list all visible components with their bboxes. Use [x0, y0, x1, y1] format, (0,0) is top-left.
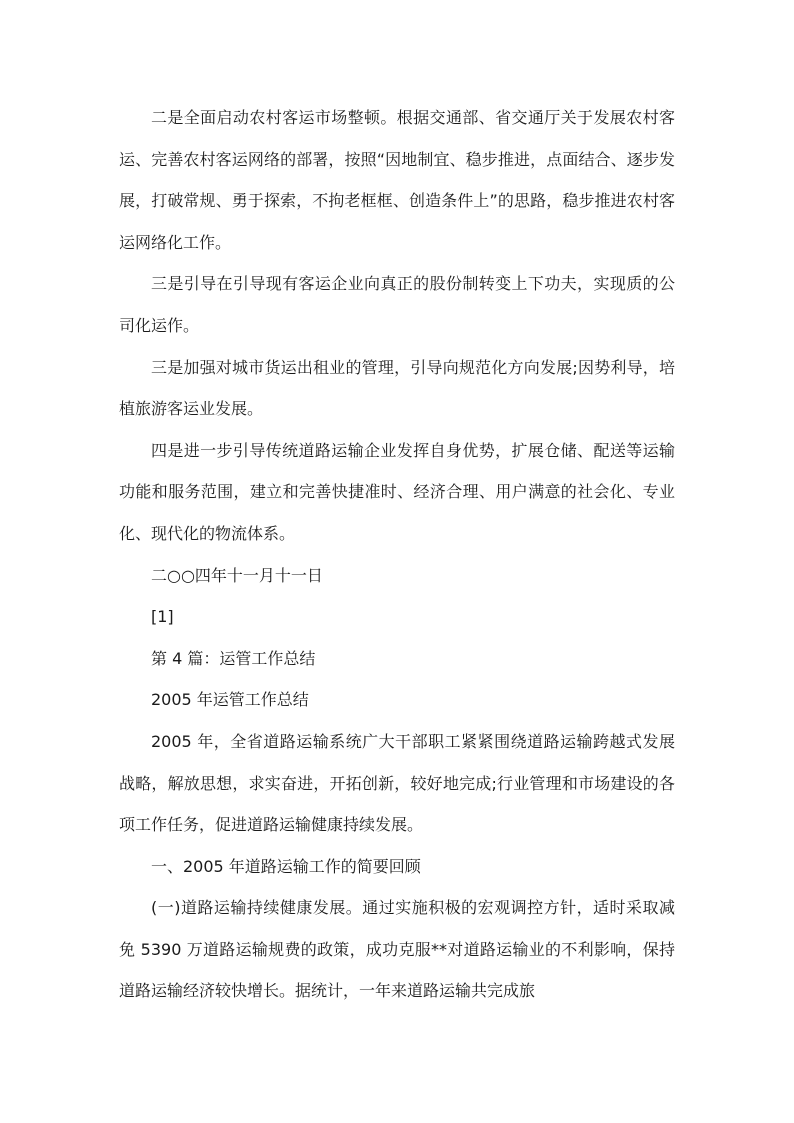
paragraph-urban-freight: 三是加强对城市货运出租业的管理，引导向规范化方向发展;因势利导，培植旅游客运业发展。 [119, 357, 675, 419]
subsection-heading: 一、2005 年道路运输工作的简要回顾 [151, 856, 421, 876]
section-heading: 第 4 篇：运管工作总结 [151, 648, 316, 668]
document-page [119, 97, 675, 1012]
document-title: 2005 年运管工作总结 [151, 690, 309, 710]
paragraph-logistics-system: 四是进一步引导传统道路运输企业发挥自身优势，扩展仓储、配送等运输功能和服务范围，建立和完善快捷准时、经济合理、用户满意的社会化、专业化、现代化的物流体系。 [119, 440, 675, 543]
paragraph-sustained-development: (一)道路运输持续健康发展。通过实施积极的宏观调控方针，适时采取减免 5390 万道路运输规费的政策，成功克服**对道路运输业的不利影响，保持道路运输经济较快增长。据统计，一年来道路运输共完成旅 [119, 898, 675, 1001]
paragraph-2005-overview: 2005 年，全省道路运输系统广大干部职工紧紧围绕道路运输跨越式发展战略，解放思想，求实奋进，开拓创新，较好地完成;行业管理和市场建设的各项工作任务，促进道路运输健康持续发展。 [119, 731, 675, 835]
paragraph-rural-passenger-transport: 二是全面启动农村客运市场整顿。根据交通部、省交通厅关于发展农村客运、完善农村客运网络的部署，按照“因地制宜、稳步推进，点面结合、逐步发展，打破常规、勇于探索，不拘老框框、创造条件上”的思路，稳步推进农村客运网络化工作。 [119, 108, 675, 252]
footnote-reference: [1] [151, 607, 174, 627]
document-date: 二○○四年十一月十一日 [151, 565, 323, 585]
paragraph-corporate-reform: 三是引导在引导现有客运企业向真正的股份制转变上下功夫，实现质的公司化运作。 [119, 274, 675, 335]
